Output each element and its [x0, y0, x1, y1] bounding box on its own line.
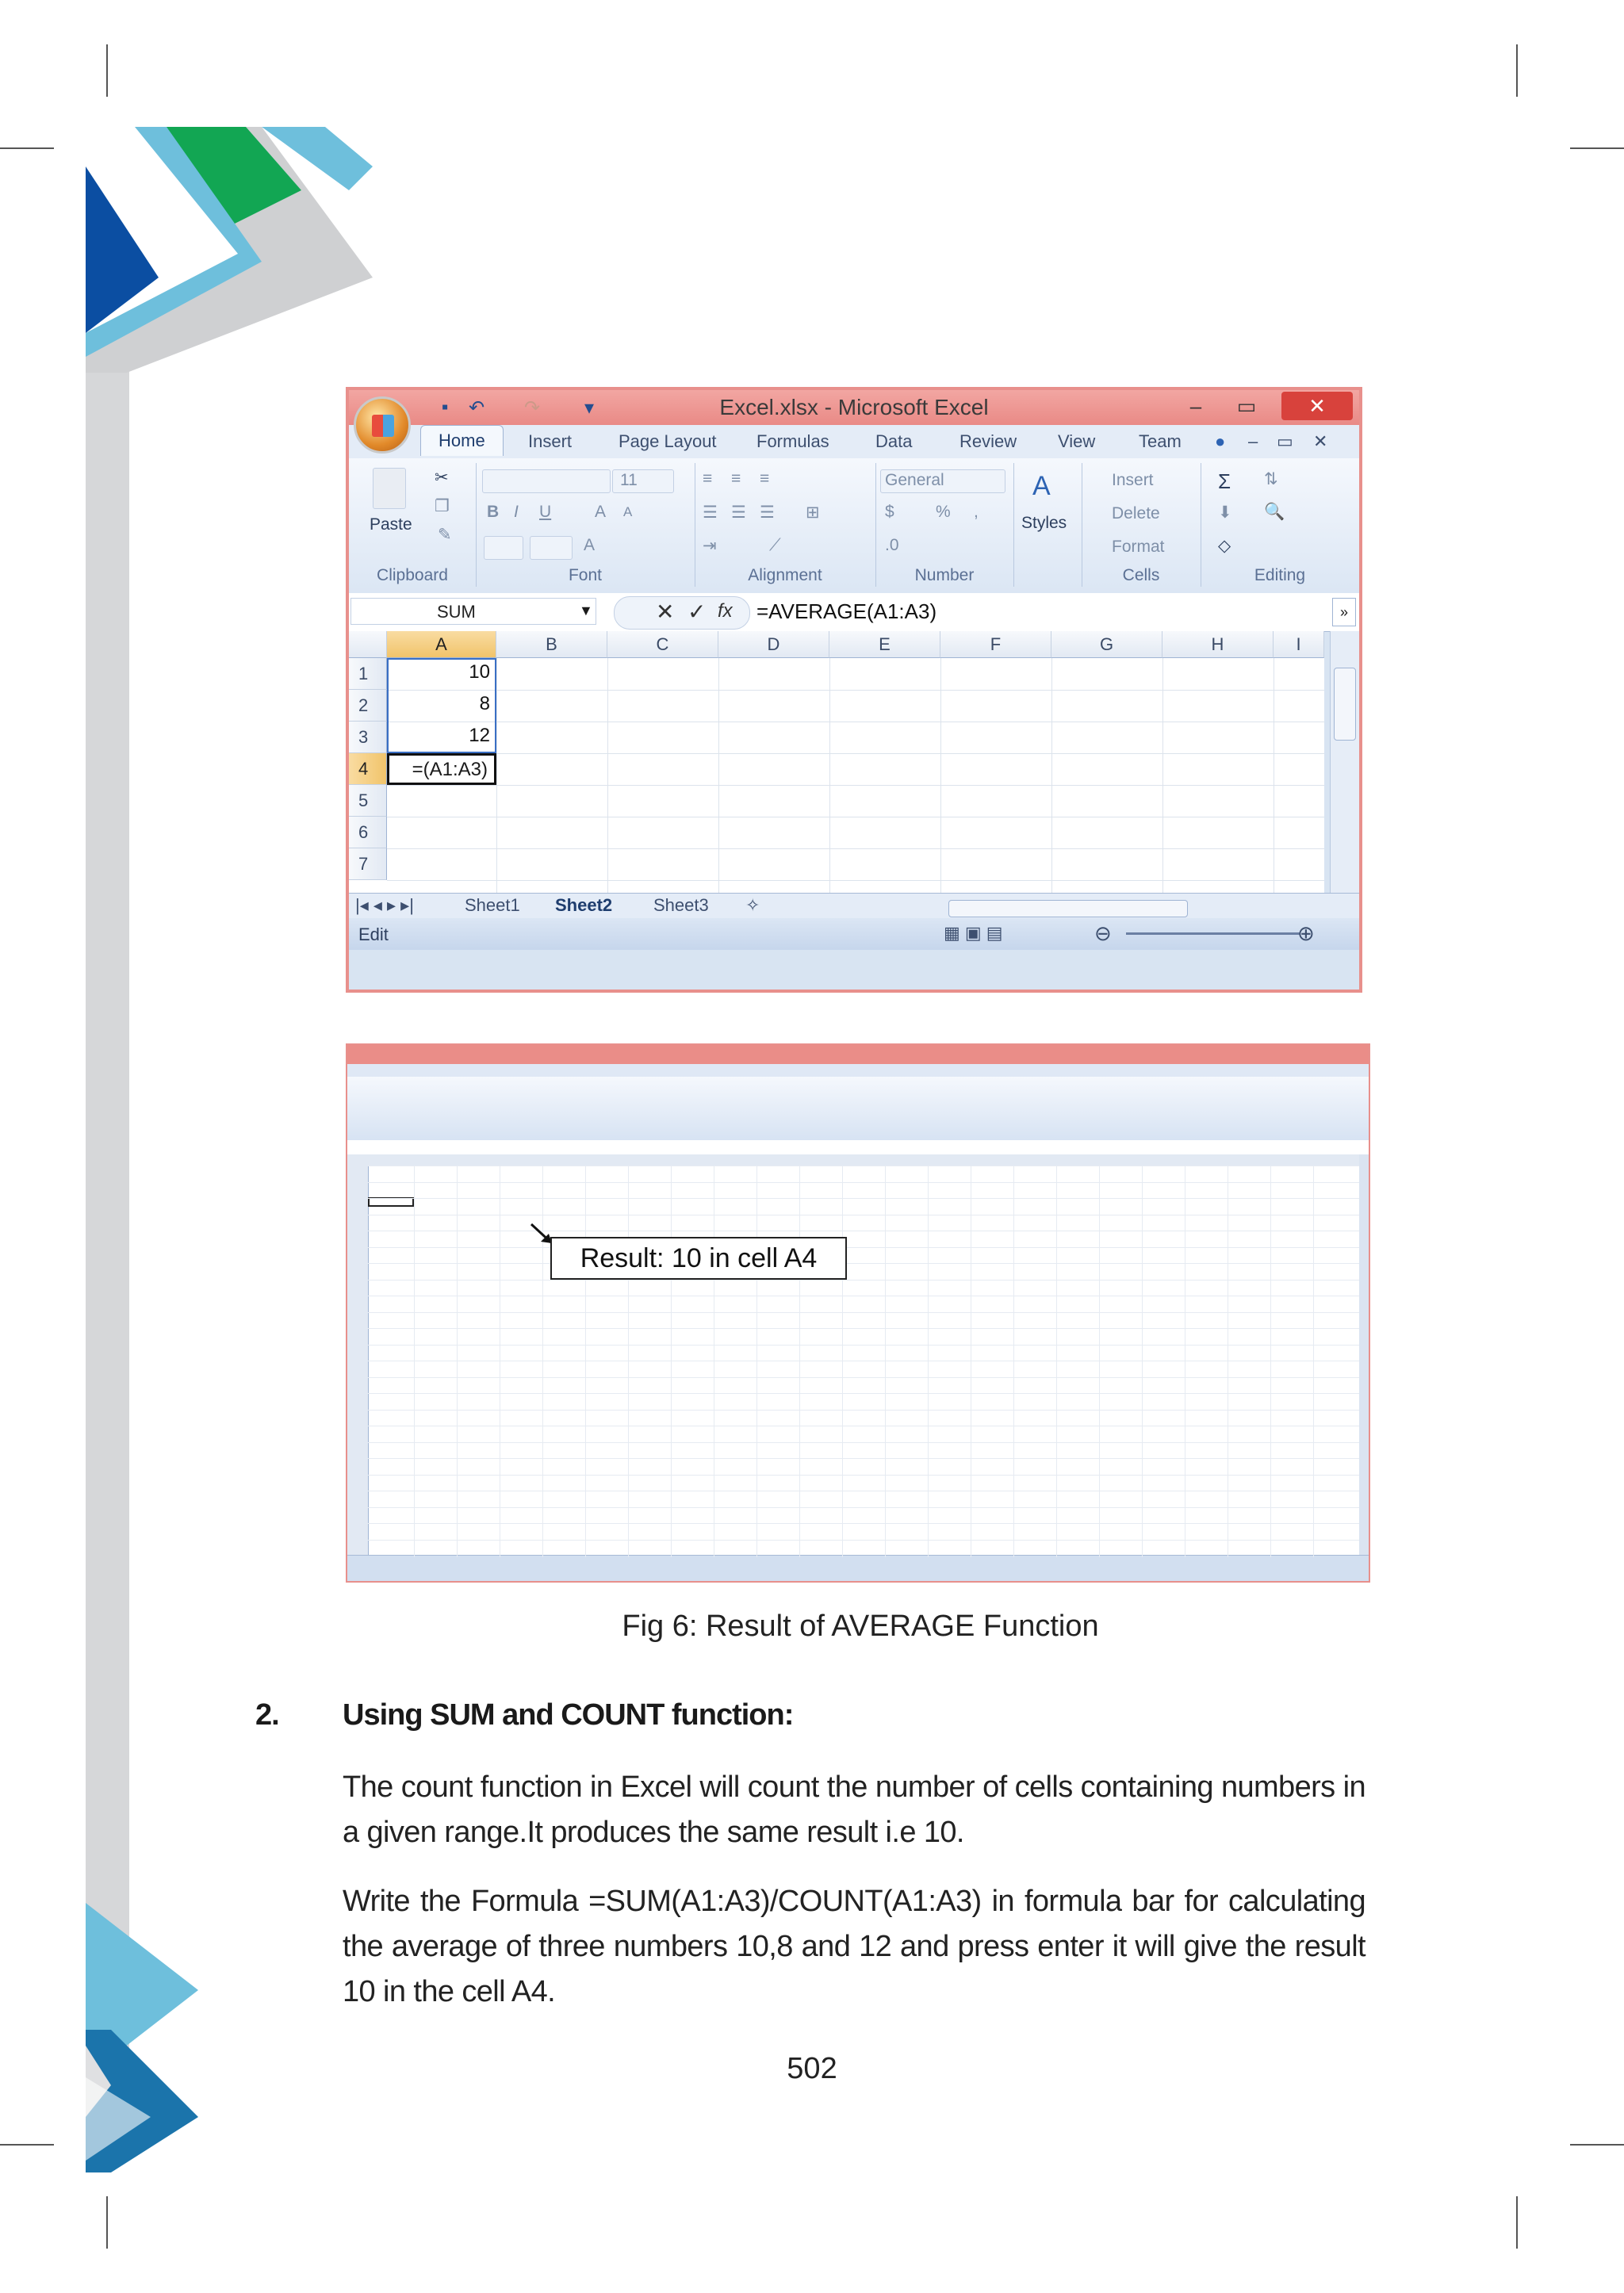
title-bar-small: [347, 1045, 1369, 1064]
grid-line: [940, 658, 941, 893]
grid-line: [829, 658, 830, 893]
grid-line: [387, 880, 1324, 881]
grow-font-icon[interactable]: A: [595, 503, 607, 521]
column-header-g[interactable]: G: [1051, 631, 1162, 658]
crop-mark: [1516, 44, 1518, 97]
grid-line: [368, 1475, 1359, 1476]
excel-window-bottom: [346, 1043, 1370, 1583]
tab-sheet2[interactable]: Sheet2: [555, 895, 613, 915]
format-painter-icon[interactable]: ✎: [438, 526, 452, 544]
tab-insert[interactable]: Insert: [528, 431, 573, 451]
figure-caption: Fig 6: Result of AVERAGE Function: [622, 1610, 1099, 1643]
grid-line: [368, 1540, 1359, 1541]
redo-icon[interactable]: ↷: [523, 397, 541, 419]
row-header-5[interactable]: 5: [349, 785, 387, 817]
grid-line: [387, 690, 1324, 691]
fill-icon[interactable]: ⬇: [1218, 503, 1232, 522]
group-label-font: Font: [568, 566, 603, 584]
grid-line: [1270, 1166, 1271, 1557]
tab-formulas[interactable]: Formulas: [756, 431, 829, 451]
grid-line: [457, 1166, 458, 1557]
ribbon: [349, 458, 1359, 594]
grid-line: [1099, 1166, 1100, 1557]
tab-sheet3[interactable]: Sheet3: [653, 895, 709, 915]
formula-bar: [349, 593, 1359, 632]
tab-team[interactable]: Team: [1139, 431, 1182, 451]
orientation-icon[interactable]: ⟋: [769, 536, 781, 554]
copy-icon[interactable]: ❐: [435, 497, 450, 515]
bottom-corner-decoration: [0, 1887, 238, 2172]
group-alignment: [695, 463, 876, 587]
grid-line: [496, 658, 497, 893]
column-header-d[interactable]: D: [718, 631, 829, 658]
customize-qat-icon[interactable]: ▾: [584, 397, 595, 419]
window-title: Excel.xlsx - Microsoft Excel: [719, 395, 989, 419]
undo-icon[interactable]: ↶: [468, 397, 485, 419]
group-clipboard: [349, 463, 477, 587]
maximize-button[interactable]: ▭: [1236, 394, 1257, 418]
status-mode: Edit: [358, 924, 389, 944]
sort-filter-icon[interactable]: ⇅: [1264, 470, 1278, 488]
styles-label[interactable]: Styles: [1021, 514, 1067, 532]
tab-page-layout[interactable]: Page Layout: [619, 431, 717, 451]
insert-function-icon[interactable]: fx: [718, 600, 733, 622]
ribbon-tabs-small: [347, 1064, 1369, 1077]
group-number: [875, 463, 1014, 587]
crop-mark: [106, 44, 108, 97]
center-icon[interactable]: ☰: [731, 503, 746, 522]
cell-a1[interactable]: 10: [469, 661, 490, 683]
title-bar: [349, 390, 1359, 425]
grid-line: [368, 1345, 1359, 1346]
percent-icon[interactable]: %: [936, 503, 951, 521]
paste-label[interactable]: Paste: [370, 515, 412, 534]
font-name-box[interactable]: [482, 469, 611, 493]
grid-line: [368, 1377, 1359, 1378]
insert-button[interactable]: Insert: [1112, 471, 1154, 489]
grid-line: [885, 1166, 886, 1557]
top-corner-decoration: [0, 119, 412, 404]
tab-view[interactable]: View: [1058, 431, 1096, 451]
cut-icon[interactable]: ✂: [435, 469, 449, 487]
autosum-icon[interactable]: Σ: [1218, 469, 1231, 493]
group-styles: [1013, 463, 1082, 587]
column-header-a[interactable]: A: [387, 631, 496, 658]
find-select-icon[interactable]: 🔍: [1264, 503, 1285, 521]
group-label-number: Number: [914, 566, 975, 584]
ribbon-close-icon[interactable]: ✕: [1313, 431, 1328, 451]
zoom-out-icon[interactable]: ⊖: [1094, 921, 1112, 945]
close-button[interactable]: ✕: [1281, 392, 1353, 420]
grid-line: [1051, 658, 1052, 893]
font-color-icon[interactable]: A: [584, 536, 596, 554]
tab-data[interactable]: Data: [875, 431, 913, 451]
ribbon-small: [347, 1077, 1369, 1141]
crop-mark: [1570, 2144, 1624, 2146]
column-header-e[interactable]: E: [829, 631, 940, 658]
grid-line: [628, 1166, 629, 1557]
enter-icon[interactable]: ✓: [688, 599, 707, 624]
grid-line: [756, 1166, 757, 1557]
underline-icon[interactable]: U: [539, 503, 552, 521]
format-button[interactable]: Format: [1112, 538, 1165, 556]
styles-icon[interactable]: A: [1032, 471, 1051, 501]
grid-line: [368, 1393, 1359, 1394]
result-callout: Result: 10 in cell A4: [550, 1237, 847, 1280]
column-header-h[interactable]: H: [1162, 631, 1274, 658]
zoom-in-icon[interactable]: ⊕: [1297, 921, 1315, 945]
cell-a2[interactable]: 8: [479, 693, 490, 714]
grid-line: [1056, 1166, 1057, 1557]
clear-icon[interactable]: ◇: [1218, 537, 1231, 555]
tab-sheet1[interactable]: Sheet1: [465, 895, 520, 915]
cell-a3[interactable]: 12: [469, 725, 490, 746]
currency-icon[interactable]: $: [885, 503, 894, 521]
grid-line: [387, 785, 1324, 786]
grid-line: [368, 1458, 1359, 1459]
group-font: [476, 463, 695, 587]
italic-icon[interactable]: I: [514, 503, 519, 521]
horizontal-scrollbar[interactable]: [948, 900, 1188, 917]
delete-button[interactable]: Delete: [1112, 504, 1160, 523]
decimal-icon[interactable]: .0: [885, 536, 899, 554]
font-size-value: 11: [620, 471, 638, 489]
group-label-alignment: Alignment: [748, 566, 822, 584]
group-label-cells: Cells: [1122, 566, 1160, 584]
expand-formula-bar-icon[interactable]: »: [1332, 598, 1356, 626]
tab-home[interactable]: Home: [420, 425, 504, 456]
name-box-dropdown-icon[interactable]: ▼: [579, 603, 593, 618]
grid-line: [368, 1507, 1359, 1508]
group-label-clipboard: Clipboard: [377, 566, 448, 584]
vertical-scroll-thumb[interactable]: [1334, 668, 1356, 741]
ribbon-minimize-icon[interactable]: –: [1248, 431, 1258, 451]
row-header-2[interactable]: 2: [349, 690, 387, 722]
row-header-3[interactable]: 3: [349, 722, 387, 753]
middle-align-icon[interactable]: ≡: [731, 469, 741, 488]
formula-controls: [614, 596, 750, 630]
grid-line: [718, 658, 719, 893]
ribbon-restore-icon[interactable]: ▭: [1277, 431, 1293, 451]
grid-line: [1013, 1166, 1014, 1557]
cancel-icon[interactable]: ✕: [656, 599, 675, 624]
grid-line: [585, 1166, 586, 1557]
grid-line: [671, 1166, 672, 1557]
column-header-f[interactable]: F: [940, 631, 1051, 658]
cell-a4-content: =(A1:A3): [412, 759, 488, 780]
grid-line: [368, 1247, 1359, 1248]
active-cell-a4[interactable]: [387, 753, 496, 785]
column-header-i[interactable]: I: [1274, 631, 1324, 658]
group-label-editing: Editing: [1254, 566, 1306, 584]
status-bar-small: [347, 1555, 1369, 1581]
sheet-tab-bar: [349, 893, 1359, 919]
align-right-icon[interactable]: ☰: [760, 503, 775, 522]
crop-mark: [1570, 147, 1624, 149]
column-headers-small: [347, 1154, 1369, 1166]
align-left-icon[interactable]: ☰: [703, 503, 718, 522]
grid-line: [414, 1166, 415, 1557]
bottom-align-icon[interactable]: ≡: [760, 469, 770, 488]
paragraph-count-function: The count function in Excel will count the number of cells containing numbers in a given range.It produces the same result i.e 10.: [343, 1770, 1365, 1849]
section-title: Using SUM and COUNT function:: [343, 1698, 794, 1732]
vertical-scrollbar[interactable]: [1330, 631, 1359, 893]
group-cells: [1082, 463, 1201, 587]
shrink-font-icon[interactable]: A: [623, 504, 633, 519]
paste-icon[interactable]: [373, 468, 406, 509]
grid-line: [842, 1166, 843, 1557]
grid-line: [368, 1328, 1359, 1329]
grid-line: [387, 753, 1324, 754]
row-header-4[interactable]: 4: [349, 753, 387, 785]
bold-icon[interactable]: B: [487, 503, 500, 521]
row-headers-small: [347, 1166, 369, 1557]
status-bar: [349, 918, 1359, 950]
row-header-1[interactable]: 1: [349, 658, 387, 690]
save-icon[interactable]: ▪: [441, 396, 449, 418]
grid-line: [1162, 658, 1163, 893]
sheet-nav-icons[interactable]: |◂ ◂ ▸ ▸|: [355, 895, 414, 915]
top-align-icon[interactable]: ≡: [703, 469, 713, 488]
paragraph-sum-count-formula: Write the Formula =SUM(A1:A3)/COUNT(A1:A3) in formula bar for calculating the average of three numbers 10,8 and 12 and press enter it will give the result 10 in the cell A4.: [343, 1885, 1365, 2008]
grid-line: [368, 1198, 1359, 1199]
merge-icon[interactable]: ⊞: [806, 503, 820, 522]
page-number: 502: [787, 2052, 837, 2085]
help-icon[interactable]: ●: [1215, 431, 1226, 451]
formula-bar-small: [347, 1140, 1369, 1155]
column-header-c[interactable]: C: [607, 631, 718, 658]
indent-icon[interactable]: ⇥: [703, 537, 717, 555]
grid-line: [368, 1410, 1359, 1411]
grid-line: [607, 658, 608, 893]
row-header-7[interactable]: 7: [349, 848, 387, 880]
minimize-button[interactable]: –: [1189, 394, 1202, 418]
grid-line: [1313, 1166, 1314, 1557]
grid-line: [1142, 1166, 1143, 1557]
office-button[interactable]: [354, 396, 411, 454]
ribbon-tabs: [349, 425, 1359, 458]
select-all-corner[interactable]: [349, 631, 387, 658]
crop-mark: [106, 2196, 108, 2249]
grid-line: [368, 1523, 1359, 1524]
group-editing: [1201, 463, 1359, 587]
tab-review[interactable]: Review: [959, 431, 1017, 451]
grid-line: [368, 1263, 1359, 1264]
grid-line: [799, 1166, 800, 1557]
grid-line: [368, 1182, 1359, 1183]
grid-line: [368, 1442, 1359, 1443]
grid-line: [387, 848, 1324, 849]
insert-sheet-icon[interactable]: ✧: [745, 895, 760, 915]
excel-window-top: [346, 387, 1362, 993]
crop-mark: [1516, 2196, 1518, 2249]
row-header-6[interactable]: 6: [349, 817, 387, 848]
worksheet-grid[interactable]: [349, 631, 1324, 893]
grid-line: [928, 1166, 929, 1557]
left-decorative-band: [86, 127, 129, 2157]
view-buttons-icon[interactable]: ▦ ▣ ▤: [944, 923, 1003, 943]
fill-color-icon[interactable]: [530, 536, 573, 560]
borders-icon[interactable]: [484, 536, 523, 560]
formula-input[interactable]: =AVERAGE(A1:A3): [756, 599, 937, 623]
column-header-b[interactable]: B: [496, 631, 607, 658]
vertical-scrollbar-small[interactable]: [1359, 1154, 1369, 1557]
grid-line: [368, 1312, 1359, 1313]
number-format-value: General: [885, 471, 944, 489]
section-number: 2.: [255, 1698, 279, 1732]
name-box[interactable]: SUM: [350, 598, 596, 625]
comma-icon[interactable]: ,: [974, 503, 979, 521]
zoom-slider[interactable]: [1126, 932, 1300, 935]
